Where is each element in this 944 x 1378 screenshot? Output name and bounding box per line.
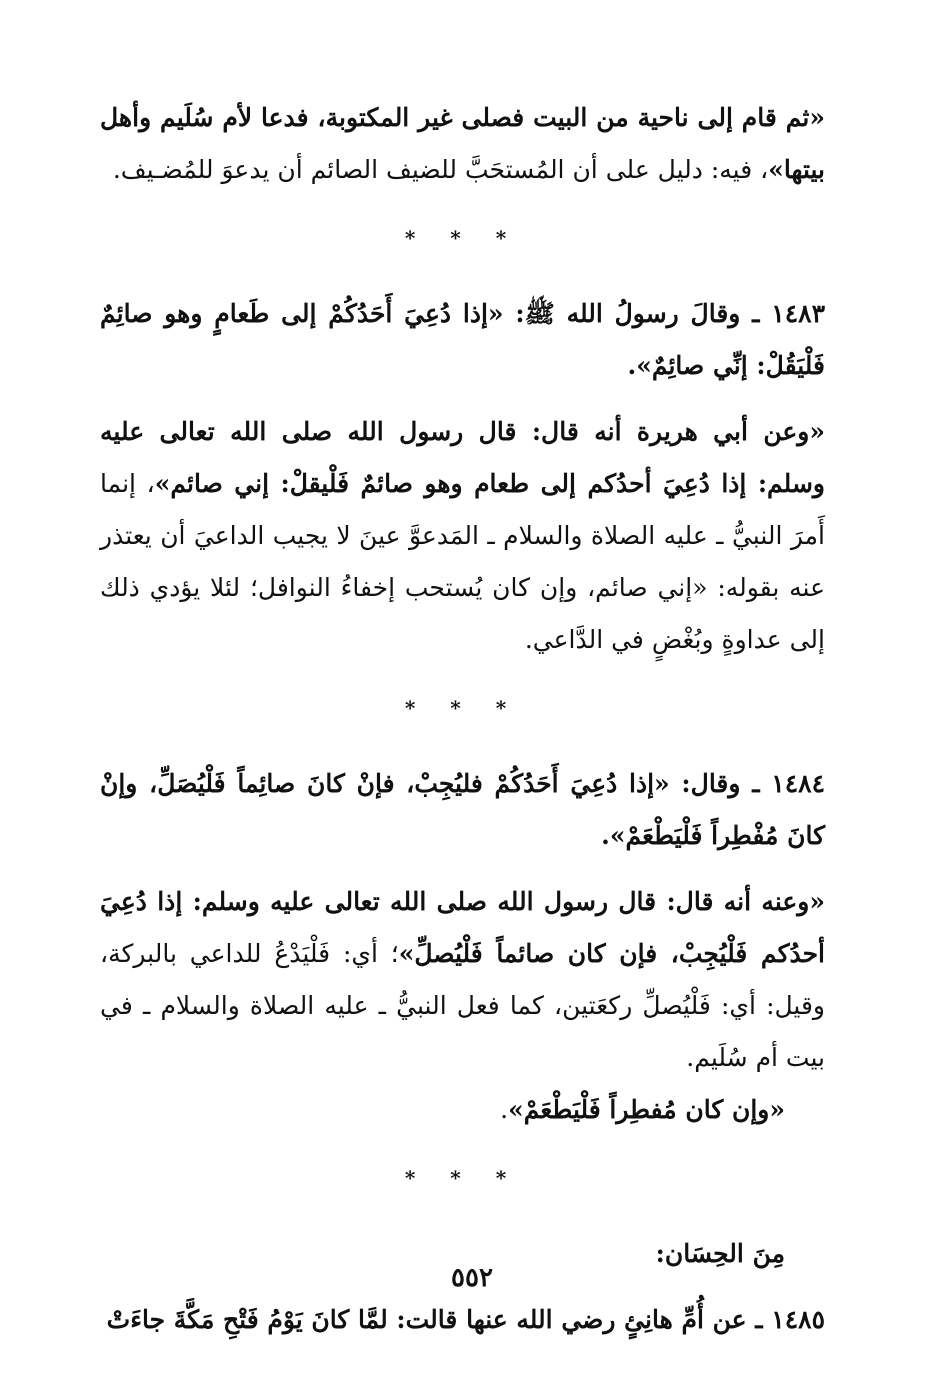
hadith-quote: «ثم قام إلى ناحية من البيت فصلى غير المكتوبة، فدعا لأم سُلَيم وأهل بيتها» xyxy=(100,103,825,184)
page-body xyxy=(100,92,825,1346)
hadith-1483 xyxy=(100,288,825,392)
commentary-quote: «وعنه أنه قال: قال رسول الله صلى الله تعالى عليه وسلم: إذا دُعِيَ أحدُكم فَلْيُجِبْ، فإن كان صائماً فَلْيُصلِّ» xyxy=(100,887,825,968)
hadith-1484 xyxy=(100,758,825,862)
commentary-1484-continued xyxy=(100,1084,825,1136)
page-number: ٥٥٢ xyxy=(451,1263,493,1293)
section-separator: * * * xyxy=(404,696,521,720)
section-separator: * * * xyxy=(404,1166,521,1190)
commentary-paragraph-1 xyxy=(100,92,825,196)
hadith-text: «إذا دُعِيَ أَحَدُكُمْ فليُجِبْ، فإنْ كانَ صائِماً فَلْيُصَلِّ، وإنْ كانَ مُفْطِراً فَلْيَطْعَمْ». xyxy=(100,769,825,850)
commentary-quote: «وإن كان مُفطِراً فَلْيَطْعَمْ» xyxy=(508,1095,785,1124)
hadith-1485: ١٤٨٥ ـ عن أُمِّ هانِئٍ رضي الله عنها قالت: لمَّا كانَ يَوْمُ فَتْحِ مَكَّةَ جاءَتْ xyxy=(106,1305,825,1334)
hadith-number-intro: ١٤٨٣ ـ وقالَ رسولُ الله ﷺ: xyxy=(503,299,826,328)
commentary-text: ؛ أي: فَلْيَدْعُ للداعي بالبركة، وقيل: أي: فَلْيُصلِّ ركعَتين، كما فعل النبيُّ ـ عليه الصلاة والسلام ـ في بيت أم سُلَيم. xyxy=(100,939,825,1072)
hadith-number-intro: ١٤٨٤ ـ وقال: xyxy=(669,769,826,798)
commentary-1484 xyxy=(100,876,825,1084)
commentary-quote: «وعن أبي هريرة أنه قال: قال رسول الله صلى الله تعالى عليه وسلم: إذا دُعِيَ أحدُكم إلى طعام وهو صائمٌ فَلْيقلْ: إني صائم» xyxy=(100,417,825,498)
hadith-text: «إذا دُعِيَ أَحَدُكُمْ إلى طَعامٍ وهو صائِمٌ فَلْيَقُلْ: إنِّي صائِمٌ». xyxy=(100,299,825,380)
commentary-text: ، إنما أَمرَ النبيُّ ـ عليه الصلاة والسلام ـ المَدعوَّ عينَ لا يجيب الداعيَ أن يعتذر عنه بقوله: «إني صائم، وإن كان يُستحب إخفاءُ النوافل؛ لئلا يؤدي ذلك إلى عداوةٍ وبُغْضٍ في الدَّاعي. xyxy=(100,469,825,654)
commentary-text: ، فيه: دليل على أن المُستحَبَّ للضيف الصائم أن يدعوَ للمُضـيف. xyxy=(112,155,769,184)
commentary-1483 xyxy=(100,406,825,666)
commentary-text: . xyxy=(500,1095,509,1124)
section-heading-hisan: مِنَ الحِسَان: xyxy=(655,1239,785,1268)
section-separator: * * * xyxy=(404,226,521,250)
